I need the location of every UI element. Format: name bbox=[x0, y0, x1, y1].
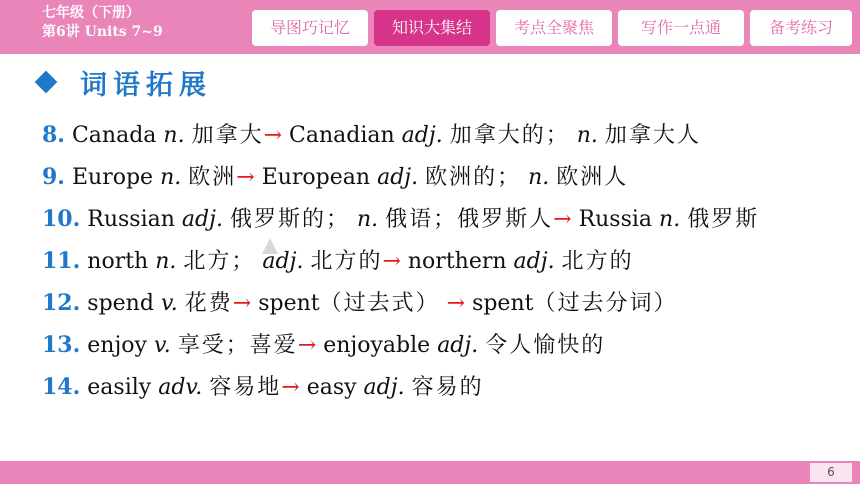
item-number: 13. bbox=[42, 332, 81, 358]
list-item bbox=[42, 159, 759, 201]
arrow-icon: → bbox=[236, 165, 255, 190]
meaning: 容易的 bbox=[411, 375, 484, 400]
meaning: 花费 bbox=[184, 291, 233, 316]
word: enjoy bbox=[87, 333, 147, 358]
arrow-icon: → bbox=[553, 207, 572, 232]
course-grade: 七年级（下册） bbox=[42, 5, 140, 21]
arrow-icon: → bbox=[382, 249, 401, 274]
meaning: 享受；喜爱 bbox=[177, 333, 298, 358]
part-of-speech: adj. bbox=[401, 123, 443, 148]
item-number: 11. bbox=[42, 248, 81, 274]
item-number: 8. bbox=[42, 122, 65, 148]
derived-word: northern bbox=[407, 249, 507, 274]
arrow-icon: → bbox=[232, 291, 252, 316]
footer-bar bbox=[0, 461, 860, 484]
word: Canada bbox=[71, 123, 157, 148]
part-of-speech: n. bbox=[160, 165, 182, 190]
part-of-speech: adj. bbox=[377, 165, 419, 190]
list-item bbox=[42, 243, 759, 285]
tab-practice[interactable]: 备考练习 bbox=[750, 10, 852, 46]
derived-word: Russia bbox=[578, 207, 653, 232]
meaning: 加拿大的； bbox=[449, 123, 570, 148]
course-info bbox=[42, 4, 163, 42]
item-number: 9. bbox=[42, 164, 65, 190]
meaning: 容易地 bbox=[209, 375, 282, 400]
derived-word: enjoyable bbox=[323, 333, 431, 358]
meaning: 欧洲人 bbox=[556, 165, 629, 190]
page-number: 6 bbox=[810, 463, 852, 482]
meaning: 欧洲 bbox=[188, 165, 237, 190]
list-item bbox=[42, 369, 759, 411]
word: Europe bbox=[71, 165, 154, 190]
part-of-speech: adj. bbox=[513, 249, 555, 274]
meaning: 令人愉快的 bbox=[485, 333, 606, 358]
top-bar bbox=[0, 0, 860, 54]
arrow-icon: → bbox=[281, 375, 300, 400]
tab-writing[interactable]: 写作一点通 bbox=[618, 10, 744, 46]
part-of-speech: n. bbox=[163, 123, 185, 148]
meaning: 俄语；俄罗斯人 bbox=[385, 207, 554, 232]
arrow-icon: → bbox=[263, 123, 283, 148]
part-of-speech: v. bbox=[153, 333, 171, 358]
part-of-speech: adj. bbox=[181, 207, 223, 232]
word: spend bbox=[87, 291, 154, 316]
meaning: 欧洲的； bbox=[425, 165, 522, 190]
part-of-speech: n. bbox=[576, 123, 598, 148]
tab-key-points[interactable]: 考点全聚焦 bbox=[496, 10, 612, 46]
part-of-speech: n. bbox=[528, 165, 550, 190]
meaning: 俄罗斯的； bbox=[229, 207, 350, 232]
part-of-speech: adj. bbox=[262, 249, 304, 274]
part-of-speech: n. bbox=[659, 207, 681, 232]
arrow-icon: → bbox=[446, 291, 466, 316]
tab-knowledge[interactable]: 知识大集结 bbox=[374, 10, 490, 46]
meaning: 北方； bbox=[183, 249, 256, 274]
part-of-speech: adj. bbox=[363, 375, 405, 400]
meaning: （过去分词） bbox=[533, 291, 678, 316]
section-header bbox=[30, 62, 212, 102]
tab-mindmap[interactable]: 导图巧记忆 bbox=[252, 10, 368, 46]
word: Russian bbox=[87, 207, 175, 232]
meaning: 俄罗斯 bbox=[687, 207, 760, 232]
section-title: 词语拓展 bbox=[80, 69, 212, 101]
derived-word: spent bbox=[472, 291, 534, 316]
part-of-speech: v. bbox=[160, 291, 178, 316]
derived-word: European bbox=[261, 165, 371, 190]
vocabulary-list bbox=[42, 117, 759, 411]
item-number: 12. bbox=[42, 290, 81, 316]
part-of-speech: adv. bbox=[158, 375, 203, 400]
item-number: 14. bbox=[42, 374, 81, 400]
derived-word: Canadian bbox=[289, 123, 395, 148]
part-of-speech: n. bbox=[356, 207, 379, 232]
arrow-icon: → bbox=[297, 333, 317, 358]
item-number: 10. bbox=[42, 206, 81, 232]
list-item bbox=[42, 285, 759, 327]
meaning: 加拿大 bbox=[191, 123, 264, 148]
list-item bbox=[42, 201, 759, 243]
diamond-bullet-icon bbox=[35, 71, 58, 94]
list-item bbox=[42, 327, 759, 369]
meaning: 加拿大人 bbox=[604, 123, 701, 148]
course-lesson: 第6讲 Units 7~9 bbox=[42, 24, 163, 40]
cursor-icon bbox=[262, 238, 278, 254]
meaning: （过去式） bbox=[319, 291, 440, 316]
derived-word: easy bbox=[306, 375, 357, 400]
meaning: 北方的 bbox=[561, 249, 634, 274]
derived-word: spent bbox=[258, 291, 320, 316]
part-of-speech: adj. bbox=[437, 333, 479, 358]
word: easily bbox=[87, 375, 152, 400]
word: north bbox=[87, 249, 149, 274]
meaning: 北方的 bbox=[310, 249, 383, 274]
list-item bbox=[42, 117, 759, 159]
part-of-speech: n. bbox=[155, 249, 177, 274]
